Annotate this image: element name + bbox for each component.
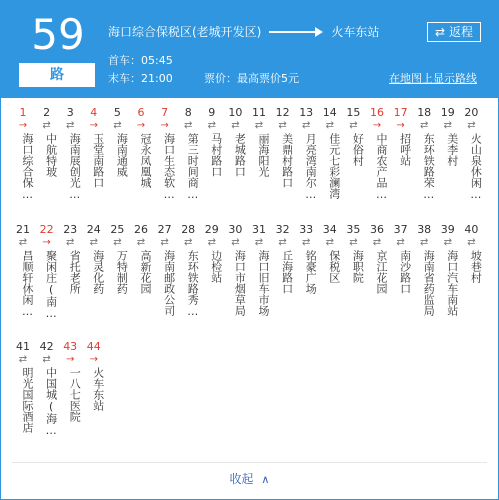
direction-icon: ⇄ <box>325 120 334 131</box>
direction-icon: ⇄ <box>349 120 358 131</box>
direction-icon: → <box>65 354 75 365</box>
direction-icon: ⇄ <box>443 120 452 131</box>
stop-row <box>12 340 488 458</box>
direction-icon: ⇄ <box>325 237 334 248</box>
stop-item[interactable] <box>366 223 388 341</box>
stop-number: 29 <box>204 223 219 236</box>
stop-item[interactable] <box>154 106 176 224</box>
direction-icon: ⇄ <box>278 120 287 131</box>
stop-name: 海职院 <box>351 250 365 283</box>
stop-item[interactable] <box>295 106 317 224</box>
stop-item[interactable] <box>130 223 152 341</box>
stop-number: 1 <box>19 106 27 119</box>
direction-icon: → <box>89 120 98 131</box>
stop-item[interactable] <box>460 106 482 224</box>
stop-name: 南沙路口 <box>398 250 412 294</box>
stop-name: 美李村 <box>445 133 459 166</box>
stop-item[interactable] <box>12 106 34 224</box>
direction-icon: ⇄ <box>183 120 193 131</box>
stop-item[interactable] <box>390 106 412 224</box>
stop-number: 42 <box>39 340 54 353</box>
stop-item[interactable] <box>59 340 81 458</box>
direction-icon: ⇄ <box>136 237 146 248</box>
direction-icon: ⇄ <box>231 120 240 131</box>
direction-to: 火车东站 <box>331 25 380 39</box>
stop-name: 铭豪广场 <box>304 250 318 294</box>
direction-icon: ⇄ <box>419 237 429 248</box>
direction-icon: ⇄ <box>254 120 264 131</box>
stop-name: 聚闲庄(南… <box>44 250 58 320</box>
direction-icon: → <box>42 237 51 248</box>
route-number: 59 <box>31 10 85 59</box>
stop-item[interactable] <box>413 106 435 224</box>
stop-item[interactable] <box>342 223 364 341</box>
stop-number: 33 <box>299 223 314 236</box>
stop-name: 东环铁路秀… <box>186 250 200 318</box>
stop-item[interactable] <box>201 223 223 341</box>
stop-name: 东环铁路荣… <box>422 133 436 201</box>
route-header <box>1 1 498 98</box>
stop-name: 海口综合保… <box>21 133 34 201</box>
direction-icon: ⇄ <box>419 120 429 131</box>
first-bus-time: 首车：05:45 <box>108 54 173 67</box>
stop-item[interactable] <box>154 223 176 341</box>
stop-item[interactable] <box>272 223 294 341</box>
direction-icon: ⇄ <box>42 354 51 365</box>
stop-name: 海口生态软… <box>162 133 176 201</box>
stop-item[interactable] <box>106 223 128 341</box>
route-direction <box>108 21 379 43</box>
stop-item[interactable] <box>295 223 317 341</box>
stop-number: 6 <box>137 106 145 119</box>
direction-icon: ⇄ <box>183 237 193 248</box>
stop-name: 老城路口 <box>233 133 247 177</box>
stop-number: 41 <box>16 340 30 353</box>
direction-icon: ⇄ <box>65 120 75 131</box>
stop-item[interactable] <box>460 223 482 341</box>
show-route-on-map-link[interactable]: 在地图上显示路线 <box>389 72 477 85</box>
stop-name: 海南展创光… <box>68 133 82 201</box>
last-bus-time: 末车：21:00 <box>108 72 173 85</box>
stop-name: 火车东站 <box>91 367 105 411</box>
stop-row <box>12 106 488 224</box>
direction-icon: → <box>160 120 169 131</box>
stop-number: 10 <box>228 106 243 119</box>
collapse-label: 收起 <box>229 472 254 486</box>
stop-item[interactable] <box>224 223 246 341</box>
fare-info: 票价：最高票价5元 <box>204 72 299 85</box>
stop-name: 海口汽车南站 <box>445 250 459 316</box>
direction-icon: ⇄ <box>65 237 75 248</box>
stop-name: 美鼎村路口 <box>280 133 294 188</box>
stop-item[interactable] <box>106 106 128 224</box>
stop-item[interactable] <box>201 106 223 224</box>
stop-name: 坡巷村 <box>469 250 483 283</box>
stop-name: 万特制药 <box>115 250 129 294</box>
stop-number: 23 <box>63 223 78 236</box>
stop-name: 昌顺轩休闲… <box>21 250 34 318</box>
stop-number: 27 <box>157 223 172 236</box>
stop-number: 30 <box>228 223 243 236</box>
stop-number: 40 <box>464 223 479 236</box>
direction-icon: ⇄ <box>372 237 382 248</box>
stop-item[interactable] <box>36 340 58 458</box>
stop-number: 36 <box>370 223 384 236</box>
direction-icon: ⇄ <box>18 354 28 365</box>
stop-name: 省托老所 <box>68 250 82 294</box>
direction-icon: ⇄ <box>467 237 476 248</box>
stop-number: 4 <box>90 106 98 119</box>
stop-number: 18 <box>417 106 432 119</box>
direction-icon: ⇄ <box>467 120 476 131</box>
stop-name: 边检站 <box>209 250 223 283</box>
stop-name: 招呼站 <box>398 133 412 166</box>
stop-item[interactable] <box>83 223 105 341</box>
stop-name: 海口旧车市场 <box>257 250 270 316</box>
stop-name: 第三时间商… <box>186 133 200 201</box>
stop-item[interactable] <box>83 106 105 224</box>
stop-item[interactable] <box>272 106 294 224</box>
stop-row <box>12 223 488 341</box>
direction-icon: ⇄ <box>254 237 264 248</box>
stop-name: 保税区 <box>327 250 341 283</box>
stop-name: 佳元七彩澜湾 <box>327 133 341 199</box>
direction-icon: → <box>18 120 28 131</box>
stop-number: 43 <box>63 340 78 353</box>
direction-icon: ⇄ <box>89 237 98 248</box>
stop-name: 海南省药监局 <box>422 250 436 316</box>
stop-name: 京江花园 <box>375 250 388 294</box>
stop-item[interactable] <box>36 106 58 224</box>
direction-icon: → <box>136 120 146 131</box>
stop-number: 5 <box>113 106 121 119</box>
divider <box>12 462 487 463</box>
stop-number: 16 <box>370 106 384 119</box>
stop-number: 39 <box>440 223 455 236</box>
stop-name: 明光国际酒店 <box>21 367 34 433</box>
direction-icon: ⇄ <box>160 237 169 248</box>
stop-item[interactable] <box>413 223 435 341</box>
stop-name: 玉堂南路口 <box>91 133 105 188</box>
direction-icon: ⇄ <box>231 237 240 248</box>
direction-icon: ⇄ <box>113 237 122 248</box>
stop-number: 34 <box>322 223 337 236</box>
stop-item[interactable] <box>83 340 105 458</box>
direction-icon: ⇄ <box>278 237 287 248</box>
arrow-right-icon <box>269 26 323 38</box>
stop-name: 中国城(海… <box>44 367 58 437</box>
stop-name: 中航特玻 <box>44 133 58 177</box>
stop-item[interactable] <box>59 223 81 341</box>
stop-item[interactable] <box>12 223 34 341</box>
stop-name: 海口市烟草局 <box>233 250 247 316</box>
collapse-button[interactable] <box>0 466 499 492</box>
stop-number: 20 <box>464 106 479 119</box>
stop-item[interactable] <box>342 106 364 224</box>
swap-icon: ⇄ <box>435 25 446 39</box>
direction-icon: ⇄ <box>349 237 358 248</box>
stop-number: 22 <box>39 223 54 236</box>
stop-item[interactable] <box>59 106 81 224</box>
stop-number: 3 <box>66 106 74 119</box>
stop-number: 28 <box>181 223 196 236</box>
stop-item[interactable] <box>12 340 34 458</box>
stop-number: 21 <box>16 223 30 236</box>
stop-number: 13 <box>299 106 314 119</box>
route-unit-label: 路 <box>19 63 95 87</box>
stop-number: 26 <box>134 223 148 236</box>
direction-icon: ⇄ <box>301 237 311 248</box>
stop-name: 海南通威 <box>115 133 129 177</box>
stop-item[interactable] <box>36 223 58 341</box>
stop-name: 海灵化药 <box>91 250 105 294</box>
stop-name: 好俗村 <box>351 133 365 166</box>
stop-item[interactable] <box>177 223 199 341</box>
stop-name: 高新花园 <box>139 250 152 294</box>
stop-item[interactable] <box>390 223 412 341</box>
stop-number: 15 <box>346 106 361 119</box>
reverse-route-button[interactable] <box>427 22 481 42</box>
direction-icon: ⇄ <box>301 120 311 131</box>
direction-icon: ⇄ <box>443 237 452 248</box>
stop-number: 25 <box>110 223 125 236</box>
stop-number: 14 <box>322 106 337 119</box>
direction-icon: ⇄ <box>18 237 28 248</box>
stop-item[interactable] <box>224 106 246 224</box>
stop-number: 17 <box>393 106 408 119</box>
direction-from: 海口综合保税区(老城开发区) <box>108 25 262 39</box>
stop-number: 12 <box>275 106 290 119</box>
stop-name: 海南邮政公司 <box>162 250 176 316</box>
reverse-route-label: 返程 <box>448 25 473 39</box>
stop-item[interactable] <box>437 223 459 341</box>
stop-item[interactable] <box>248 106 270 224</box>
stop-number: 32 <box>275 223 290 236</box>
stop-name: 丘海路口 <box>280 250 294 294</box>
direction-icon: → <box>89 354 98 365</box>
stop-name: 马村路口 <box>209 133 223 177</box>
direction-icon: ⇄ <box>113 120 122 131</box>
stop-item[interactable] <box>319 106 341 224</box>
stop-name: 一八七医院 <box>68 367 82 422</box>
stop-number: 19 <box>440 106 455 119</box>
stop-name: 火山泉休闲… <box>469 133 483 201</box>
stop-item[interactable] <box>130 106 152 224</box>
stop-name: 月亮湾南尔… <box>304 133 318 201</box>
stop-name: 丽海阳光 <box>257 133 270 177</box>
stop-item[interactable] <box>366 106 388 224</box>
stop-number: 7 <box>161 106 169 119</box>
stop-item[interactable] <box>437 106 459 224</box>
stop-number: 38 <box>417 223 432 236</box>
stop-number: 2 <box>43 106 51 119</box>
stop-number: 35 <box>346 223 361 236</box>
stop-number: 24 <box>86 223 101 236</box>
stop-name: 中商农产品… <box>375 133 388 201</box>
stop-name: 冠永凤凰城 <box>139 133 152 188</box>
direction-icon: ⇄ <box>396 237 405 248</box>
stop-number: 8 <box>184 106 192 119</box>
stop-number: 37 <box>393 223 408 236</box>
chevron-up-icon: ∧ <box>261 473 270 486</box>
direction-icon: → <box>396 120 405 131</box>
direction-icon: ⇄ <box>207 120 216 131</box>
stop-number: 31 <box>252 223 266 236</box>
stop-number: 44 <box>86 340 101 353</box>
stop-item[interactable] <box>177 106 199 224</box>
stop-number: 11 <box>252 106 266 119</box>
stop-item[interactable] <box>319 223 341 341</box>
stop-number: 9 <box>208 106 216 119</box>
direction-icon: → <box>372 120 382 131</box>
direction-icon: ⇄ <box>207 237 216 248</box>
direction-icon: ⇄ <box>42 120 51 131</box>
stop-item[interactable] <box>248 223 270 341</box>
